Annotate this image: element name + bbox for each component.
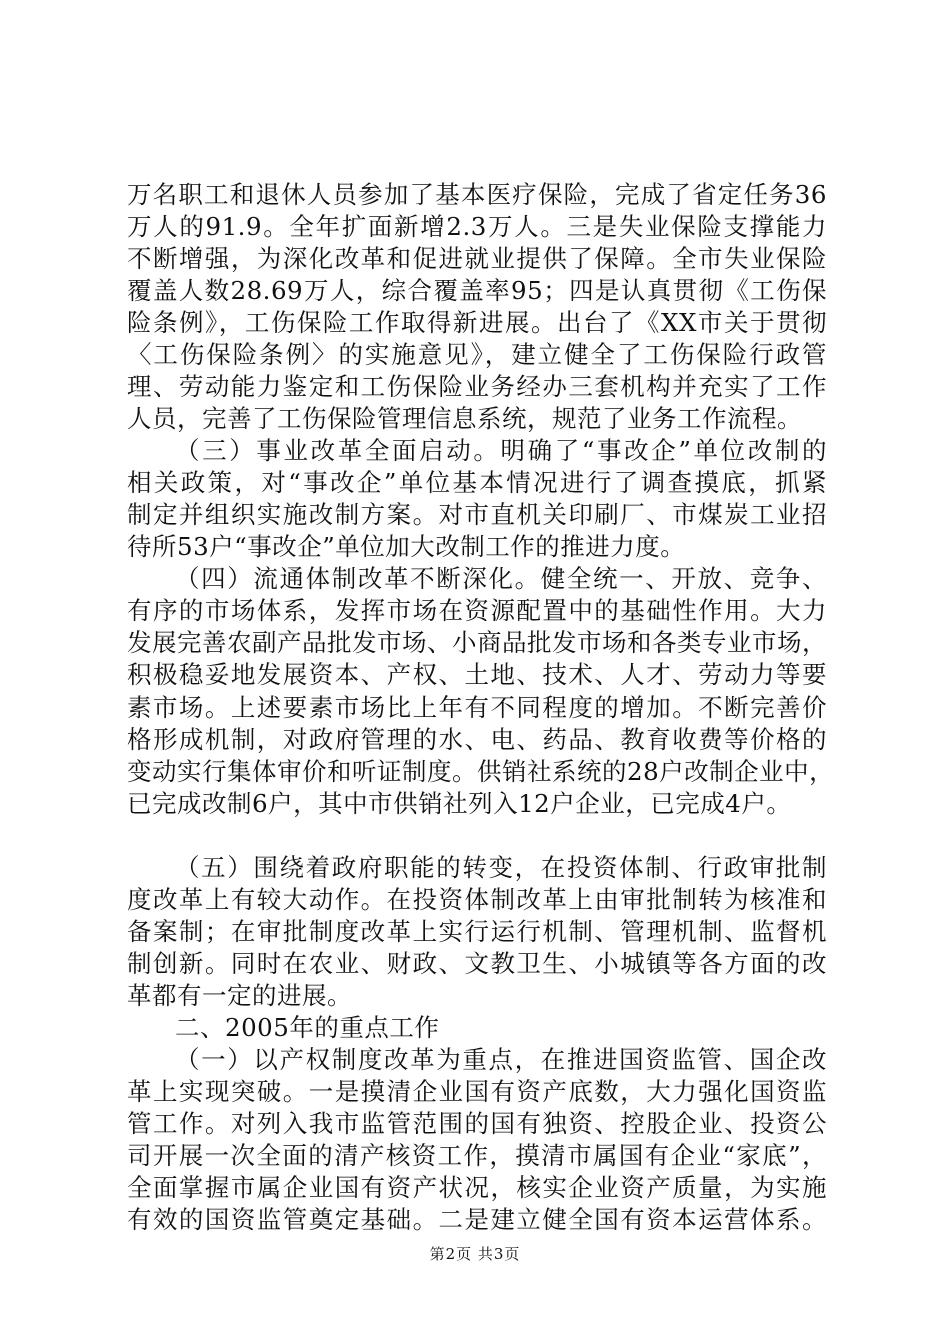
text-line: 制创新。同时在农业、财政、文教卫生、小城镇等各方面的改 bbox=[127, 949, 827, 978]
text-line: 人员，完善了工伤保险管理信息系统，规范了业务工作流程。 bbox=[127, 404, 802, 433]
text-line: 全面掌握市属企业国有资产状况，核实企业资产质量，为实施 bbox=[127, 1173, 827, 1202]
text-line: 〈工伤保险条例〉的实施意见》，建立健全了工伤保险行政管 bbox=[127, 340, 827, 369]
text-line: 不断增强，为深化改革和促进就业提供了保障。全市失业保险 bbox=[127, 244, 827, 273]
text-line: 有序的市场体系，发挥市场在资源配置中的基础性作用。大力 bbox=[127, 596, 827, 625]
text-line: 相关政策，对“事改企”单位基本情况进行了调查摸底，抓紧 bbox=[127, 468, 827, 497]
text-line: 万名职工和退休人员参加了基本医疗保险，完成了省定任务36 bbox=[127, 180, 827, 209]
paragraph-heading-1: （一）以产权制度改革为重点，在推进国资监管、国企改 bbox=[175, 1045, 827, 1074]
section-heading: 二、2005年的重点工作 bbox=[175, 1013, 440, 1042]
page-footer: 第2页 共3页 bbox=[429, 1245, 521, 1263]
text-line: 革都有一定的进展。 bbox=[127, 981, 352, 1010]
text-line: 革上实现突破。一是摸清企业国有资产底数，大力强化国资监 bbox=[127, 1077, 827, 1106]
text-line: 司开展一次全面的清产核资工作，摸清市属国有企业“家底”， bbox=[127, 1141, 827, 1170]
paragraph-heading-3: （三）事业改革全面启动。明确了“事改企”单位改制的 bbox=[175, 436, 827, 465]
text-line: 待所53户“事改企”单位加大改制工作的推进力度。 bbox=[127, 532, 686, 561]
text-line: 发展完善农副产品批发市场、小商品批发市场和各类专业市场， bbox=[127, 628, 827, 657]
text-line: 积极稳妥地发展资本、产权、土地、技术、人才、劳动力等要 bbox=[127, 660, 827, 689]
text-line: 变动实行集体审价和听证制度。供销社系统的28户改制企业中， bbox=[127, 757, 835, 786]
paragraph-heading-5: （五）围绕着政府职能的转变，在投资体制、行政审批制 bbox=[175, 853, 827, 882]
text-line: 万人的91.9。全年扩面新增2.3万人。三是失业保险支撑能力 bbox=[127, 212, 827, 241]
paragraph-heading-4: （四）流通体制改革不断深化。健全统一、开放、竞争、 bbox=[175, 564, 827, 593]
text-line: 理、劳动能力鉴定和工伤保险业务经办三套机构并充实了工作 bbox=[127, 372, 827, 401]
text-line: 素市场。上述要素市场比上年有不同程度的增加。不断完善价 bbox=[127, 693, 827, 722]
text-line: 已完成改制6户，其中市供销社列入12户企业，已完成4户。 bbox=[127, 789, 792, 818]
text-line: 格形成机制，对政府管理的水、电、药品、教育收费等价格的 bbox=[127, 725, 827, 754]
text-line: 覆盖人数28.69万人，综合覆盖率95；四是认真贯彻《工伤保 bbox=[127, 276, 827, 305]
text-line: 备案制；在审批制度改革上实行运行机制、管理机制、监督机 bbox=[127, 917, 827, 946]
text-line: 管工作。对列入我市监管范围的国有独资、控股企业、投资公 bbox=[127, 1109, 827, 1138]
text-line: 有效的国资监管奠定基础。二是建立健全国有资本运营体系。 bbox=[127, 1205, 827, 1234]
text-line: 险条例》，工伤保险工作取得新进展。出台了《XX市关于贯彻 bbox=[127, 308, 827, 337]
text-line: 度改革上有较大动作。在投资体制改革上由审批制转为核准和 bbox=[127, 885, 827, 914]
text-line: 制定并组织实施改制方案。对市直机关印刷厂、市煤炭工业招 bbox=[127, 500, 827, 529]
